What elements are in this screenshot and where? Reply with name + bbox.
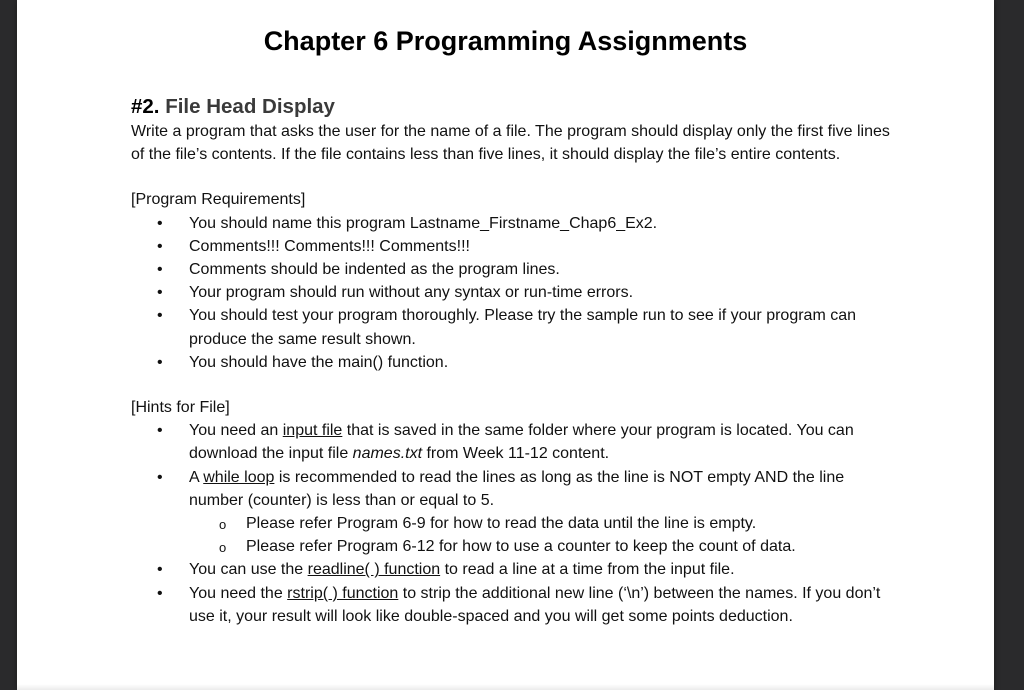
hint-item: • You need the rstrip( ) function to strip the additional new line (‘\n’) between the names. If you don’t use it, your result will look like double-spaced and you will get some points deduction. [131,582,891,628]
assignment-description: Write a program that asks the user for the name of a file. The program should display only the first five lines of the file’s contents. If the file contains less than five lines, it should display the file’s entire contents. [131,123,890,164]
page-bottom-shadow [17,684,994,690]
document-page [17,0,994,690]
page-title: Chapter 6 Programming Assignments [263,26,748,56]
requirement-item: • You should have the main() function. [131,351,891,374]
filename-text: names.txt [352,445,423,463]
requirement-item: • You should test your program thoroughly. Please try the sample run to see if your program can produce the same result shown. [131,304,891,350]
hint-subitem: o Please refer Program 6-9 for how to read the data until the line is empty. [131,512,891,535]
while-loop-link[interactable]: while loop [203,468,275,486]
hint-subitem: o Please refer Program 6-12 for how to use a counter to keep the count of data. [131,535,891,558]
assignment-heading [131,93,891,120]
requirement-item: • Comments!!! Comments!!! Comments!!! [131,235,891,258]
hint-item: • A while loop is recommended to read the lines as long as the line is NOT empty AND the line number (counter) is less than or equal to 5. o Please refer Program 6-9 for how to read the data until the line is empty. o Please refer Program 6-12 for how to use a counter to keep the count of data. [131,466,891,559]
requirement-item: • You should name this program Lastname_Firstname_Chap6_Ex2. [131,212,891,235]
hint-item: • You need an input file that is saved in the same folder where your program is located. You can download the input file names.txt from Week 11-12 content. [131,419,891,465]
requirements-list [131,212,891,374]
requirement-item: • Your program should run without any syntax or run-time errors. [131,281,891,304]
assignment-title: File Head Display [165,95,335,118]
rstrip-link[interactable]: rstrip( ) function [287,584,399,602]
hint-item: • You can use the readline( ) function to read a line at a time from the input file. [131,558,891,581]
assignment-number: #2. [131,95,160,118]
hints-list [131,419,891,628]
hint-sublist [189,512,891,558]
input-file-link[interactable]: input file [282,422,343,440]
readline-link[interactable]: readline( ) function [307,561,441,579]
document-content [131,93,891,628]
requirements-heading: [Program Requirements] [131,191,306,209]
requirement-item: • Comments should be indented as the program lines. [131,258,891,281]
hints-heading: [Hints for File] [131,399,230,417]
